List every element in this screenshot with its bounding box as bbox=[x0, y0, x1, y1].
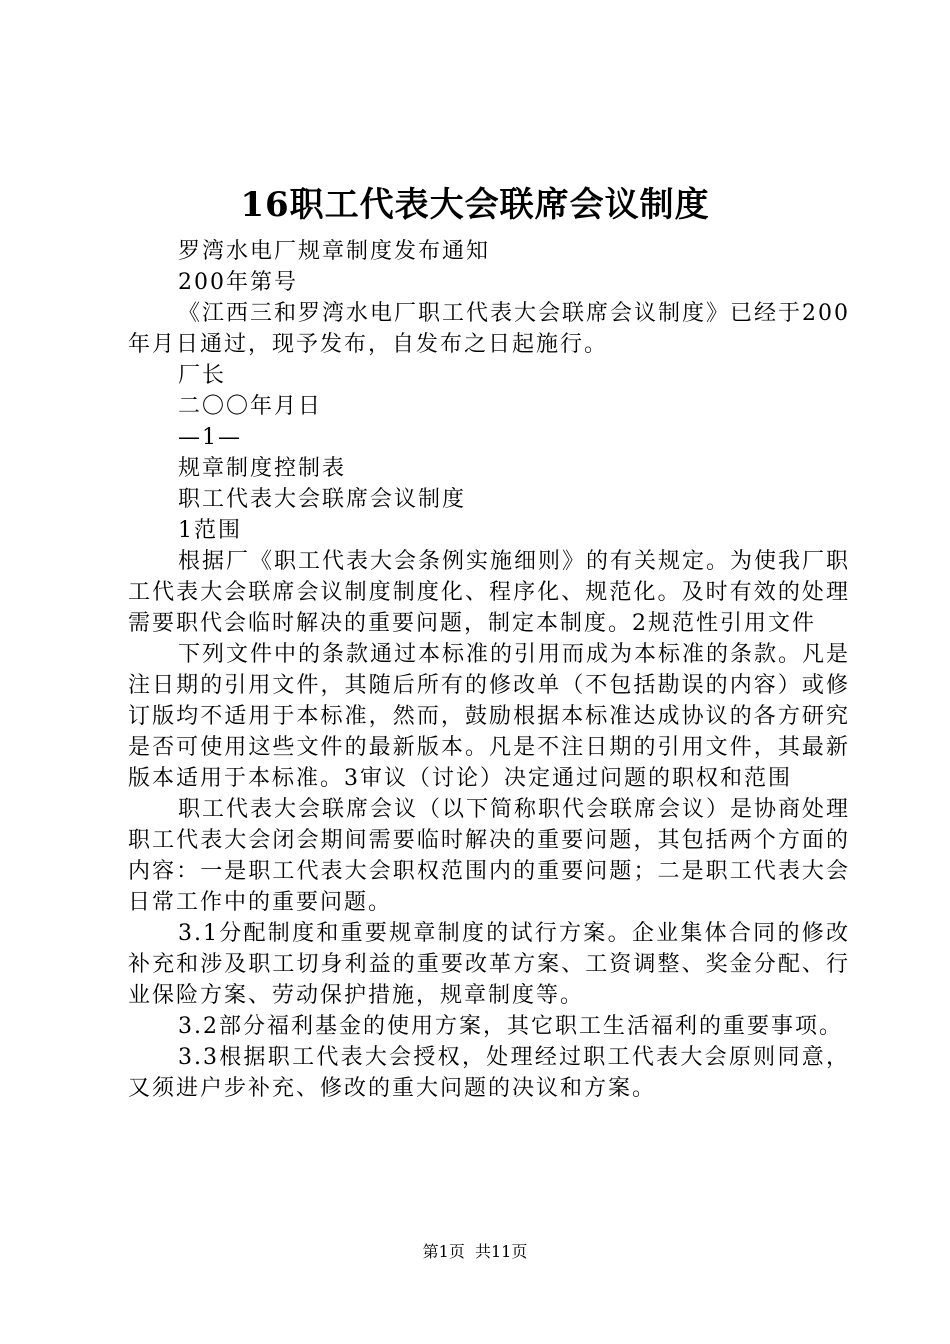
document-title: 16职工代表大会联席会议制度 bbox=[240, 185, 710, 225]
paragraph-regulation-name: 职工代表大会联席会议制度 bbox=[178, 487, 467, 512]
paragraph-item-3-3: 3.3根据职工代表大会授权，处理经过职工代表大会原则同意，又须进户步补充、修改的重大问题的决议和方案。 bbox=[128, 1045, 850, 1101]
paragraph-notice-title: 罗湾水电厂规章制度发布通知 bbox=[178, 239, 491, 264]
document-body bbox=[128, 236, 850, 1104]
paragraph-notice-body: 《江西三和罗湾水电厂职工代表大会联席会议制度》已经于200年月日通过，现予发布，自发布之日起施行。 bbox=[128, 301, 850, 357]
paragraph-item-3-2: 3.2部分福利基金的使用方案，其它职工生活福利的重要事项。 bbox=[178, 1014, 843, 1039]
paragraph-joint-meeting-body: 职工代表大会联席会议（以下简称职代会联席会议）是协商处理职工代表大会闭会期间需要临时解决的重要问题，其包括两个方面的内容：一是职工代表大会职权范围内的重要问题；二是职工代表大会日常工作中的重要问题。 bbox=[128, 797, 851, 915]
paragraph-signer: 厂长 bbox=[178, 363, 227, 388]
paragraph-scope-body: 根据厂《职工代表大会条例实施细则》的有关规定。为使我厂职工代表大会联席会议制度制度化、程序化、规范化。及时有效的处理需要职代会临时解决的重要问题，制定本制度。2规范性引用文件 bbox=[128, 549, 851, 636]
paragraph-date: 二〇〇年月日 bbox=[178, 394, 323, 419]
paragraph-section-scope: 1范围 bbox=[178, 518, 242, 543]
paragraph-notice-number: 200年第号 bbox=[178, 270, 298, 295]
paragraph-item-3-1: 3.1分配制度和重要规章制度的试行方案。企业集体合同的修改补充和涉及职工切身利益的重要改革方案、工资调整、奖金分配、行业保险方案、劳动保护措施，规章制度等。 bbox=[128, 921, 850, 1008]
page-footer: 第1页 共11页 bbox=[422, 1242, 528, 1261]
paragraph-page-marker: —1— bbox=[178, 425, 242, 450]
paragraph-references-body: 下列文件中的条款通过本标准的引用而成为本标准的条款。凡是注日期的引用文件，其随后所有的修改单（不包括勘误的内容）或修订版均不适用于本标准，然而，鼓励根据本标准达成协议的各方研究是否可使用这些文件的最新版本。凡是不注日期的引用文件，其最新版本适用于本标准。3审议（讨论）决定通过问题的职权和范围 bbox=[128, 642, 851, 791]
paragraph-control-table: 规章制度控制表 bbox=[178, 456, 347, 481]
